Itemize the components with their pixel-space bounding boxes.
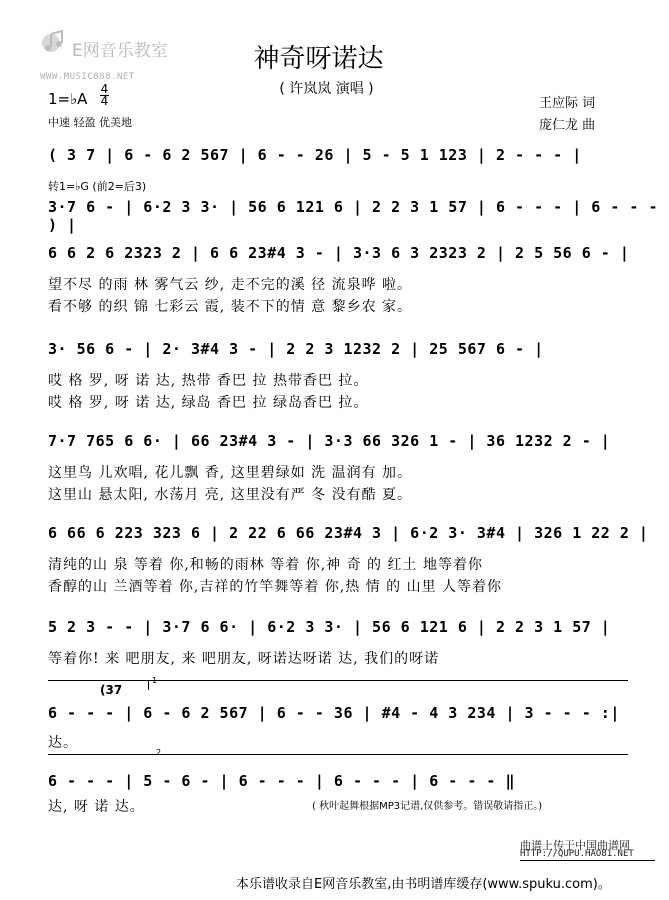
modulation-note: 转1=♭G (前2=后3): [48, 180, 147, 193]
volta-bracket-tick: [148, 680, 149, 690]
upload-url: HTTP://QUPU.HAO81.NET: [520, 849, 634, 859]
lyric-verse-2: 哎 格 罗, 呀 诺 达, 绿岛 香巴 拉 绿岛香巴 拉。: [48, 395, 369, 411]
key-signature: 1=♭A: [48, 90, 88, 108]
lyric-verse-1: 达。: [48, 735, 78, 751]
lyric-verse-2: 看不够 的织 锦 七彩云 霞, 装不下的情 意 黎乡农 家。: [48, 299, 413, 315]
notation-line: 6 66 6 223 323 6 | 2 22 6 66 23#4 3 | 6·2 3· 3#4 | 326 1 22 2 |: [48, 524, 649, 542]
notation-line: 6 - - - | 6 - 6 2 567 | 6 - - 36 | #4 - 4 3 234 | 3 - - - :|: [48, 704, 620, 722]
bracketed-pickup: (37: [100, 683, 123, 697]
composer-credit: 庞仁龙 曲: [539, 118, 596, 133]
song-title: [0, 38, 669, 75]
notation-line: ( 3 7 | 6 - 6 2 567 | 6 - - 26 | 5 - 5 1 123 | 2 - - - |: [48, 146, 582, 164]
singer-text: ( 许岚岚 演唱 ): [279, 81, 374, 97]
volta-bracket-1: [48, 680, 628, 681]
lyric-verse-1: 哎 格 罗, 呀 诺 达, 热带 香巴 拉 热带香巴 拉。: [48, 373, 369, 389]
lyric-verse-1: 这里鸟 儿欢唱, 花儿飘 香, 这里碧绿如 洗 温润有 加。: [48, 465, 413, 481]
upload-credit: 曲谱上传于中国曲谱网: [520, 839, 630, 852]
notation-line: 6 6 2 6 2323 2 | 6 6 23#4 3 - | 3·3 6 3 2323 2 | 2 5 56 6 - |: [48, 244, 630, 262]
transcription-note: ( 秋叶起舞根据MP3记谱,仅供参考。错误敬请指正。): [312, 801, 543, 812]
lyricist-credit: 王应际 词: [539, 96, 596, 111]
notation-line: 6 - - - | 5 - 6 - | 6 - - - | 6 - - - | 6 - - - ‖: [48, 772, 516, 790]
lyric-verse-2: 香醇的山 兰酒等着 你,吉祥的竹竿舞等着 你,热 情 的 山里 人等着你: [48, 579, 503, 595]
lyric-verse-2: 这里山 悬太阳, 水荡月 亮, 这里没有严 冬 没有酷 夏。: [48, 487, 413, 503]
lyric-verse-1: 达, 呀 诺 达。: [48, 799, 145, 815]
time-signature-top: 4: [100, 82, 109, 96]
time-signature: [100, 84, 109, 107]
notation-line: 3·7 6 - | 6·2 3 3· | 56 6 121 6 | 2 2 3 1 57 | 6 - - - | 6 - - - ) |: [48, 198, 658, 234]
site-url: WWW.MUSIC888.NET: [40, 72, 135, 82]
notation-line: 7·7 765 6 6· | 66 23#4 3 - | 3·3 66 326 1 - | 36 1232 2 - |: [48, 432, 611, 450]
source-credit: 本乐谱收录自E网音乐教室,由书明谱库缓存(www.spuku.com)。: [236, 877, 611, 892]
tempo-marking: 中速 轻盈 优美地: [48, 116, 132, 129]
notation-line: 5 2 3 - - | 3·7 6 6· | 6·2 3 3· | 56 6 121 6 | 2 2 3 1 57 |: [48, 618, 611, 636]
time-signature-bottom: 4: [100, 94, 109, 108]
lyric-verse-1: 望不尽 的雨 林 雾气云 纱, 走不完的溪 径 流泉哗 啦。: [48, 277, 413, 293]
upload-underline: [520, 860, 655, 861]
lyric-verse-1: 等着你! 来 吧朋友, 来 吧朋友, 呀诺达呀诺 达, 我们的呀诺: [48, 651, 440, 667]
site-name: E网音乐教室: [72, 41, 168, 61]
volta-number-1: 1: [152, 676, 158, 685]
volta-bracket-2: [48, 754, 628, 755]
volta-number-2: 2: [156, 748, 162, 757]
notation-line: 3· 56 6 - | 2· 3#4 3 - | 2 2 3 1232 2 | 25 567 6 - |: [48, 340, 544, 358]
lyric-verse-1: 清纯的山 泉 等着 你,和畅的雨林 等着 你,神 奇 的 红土 地等着你: [48, 557, 483, 573]
song-title-text: 神奇呀诺达: [253, 44, 384, 74]
